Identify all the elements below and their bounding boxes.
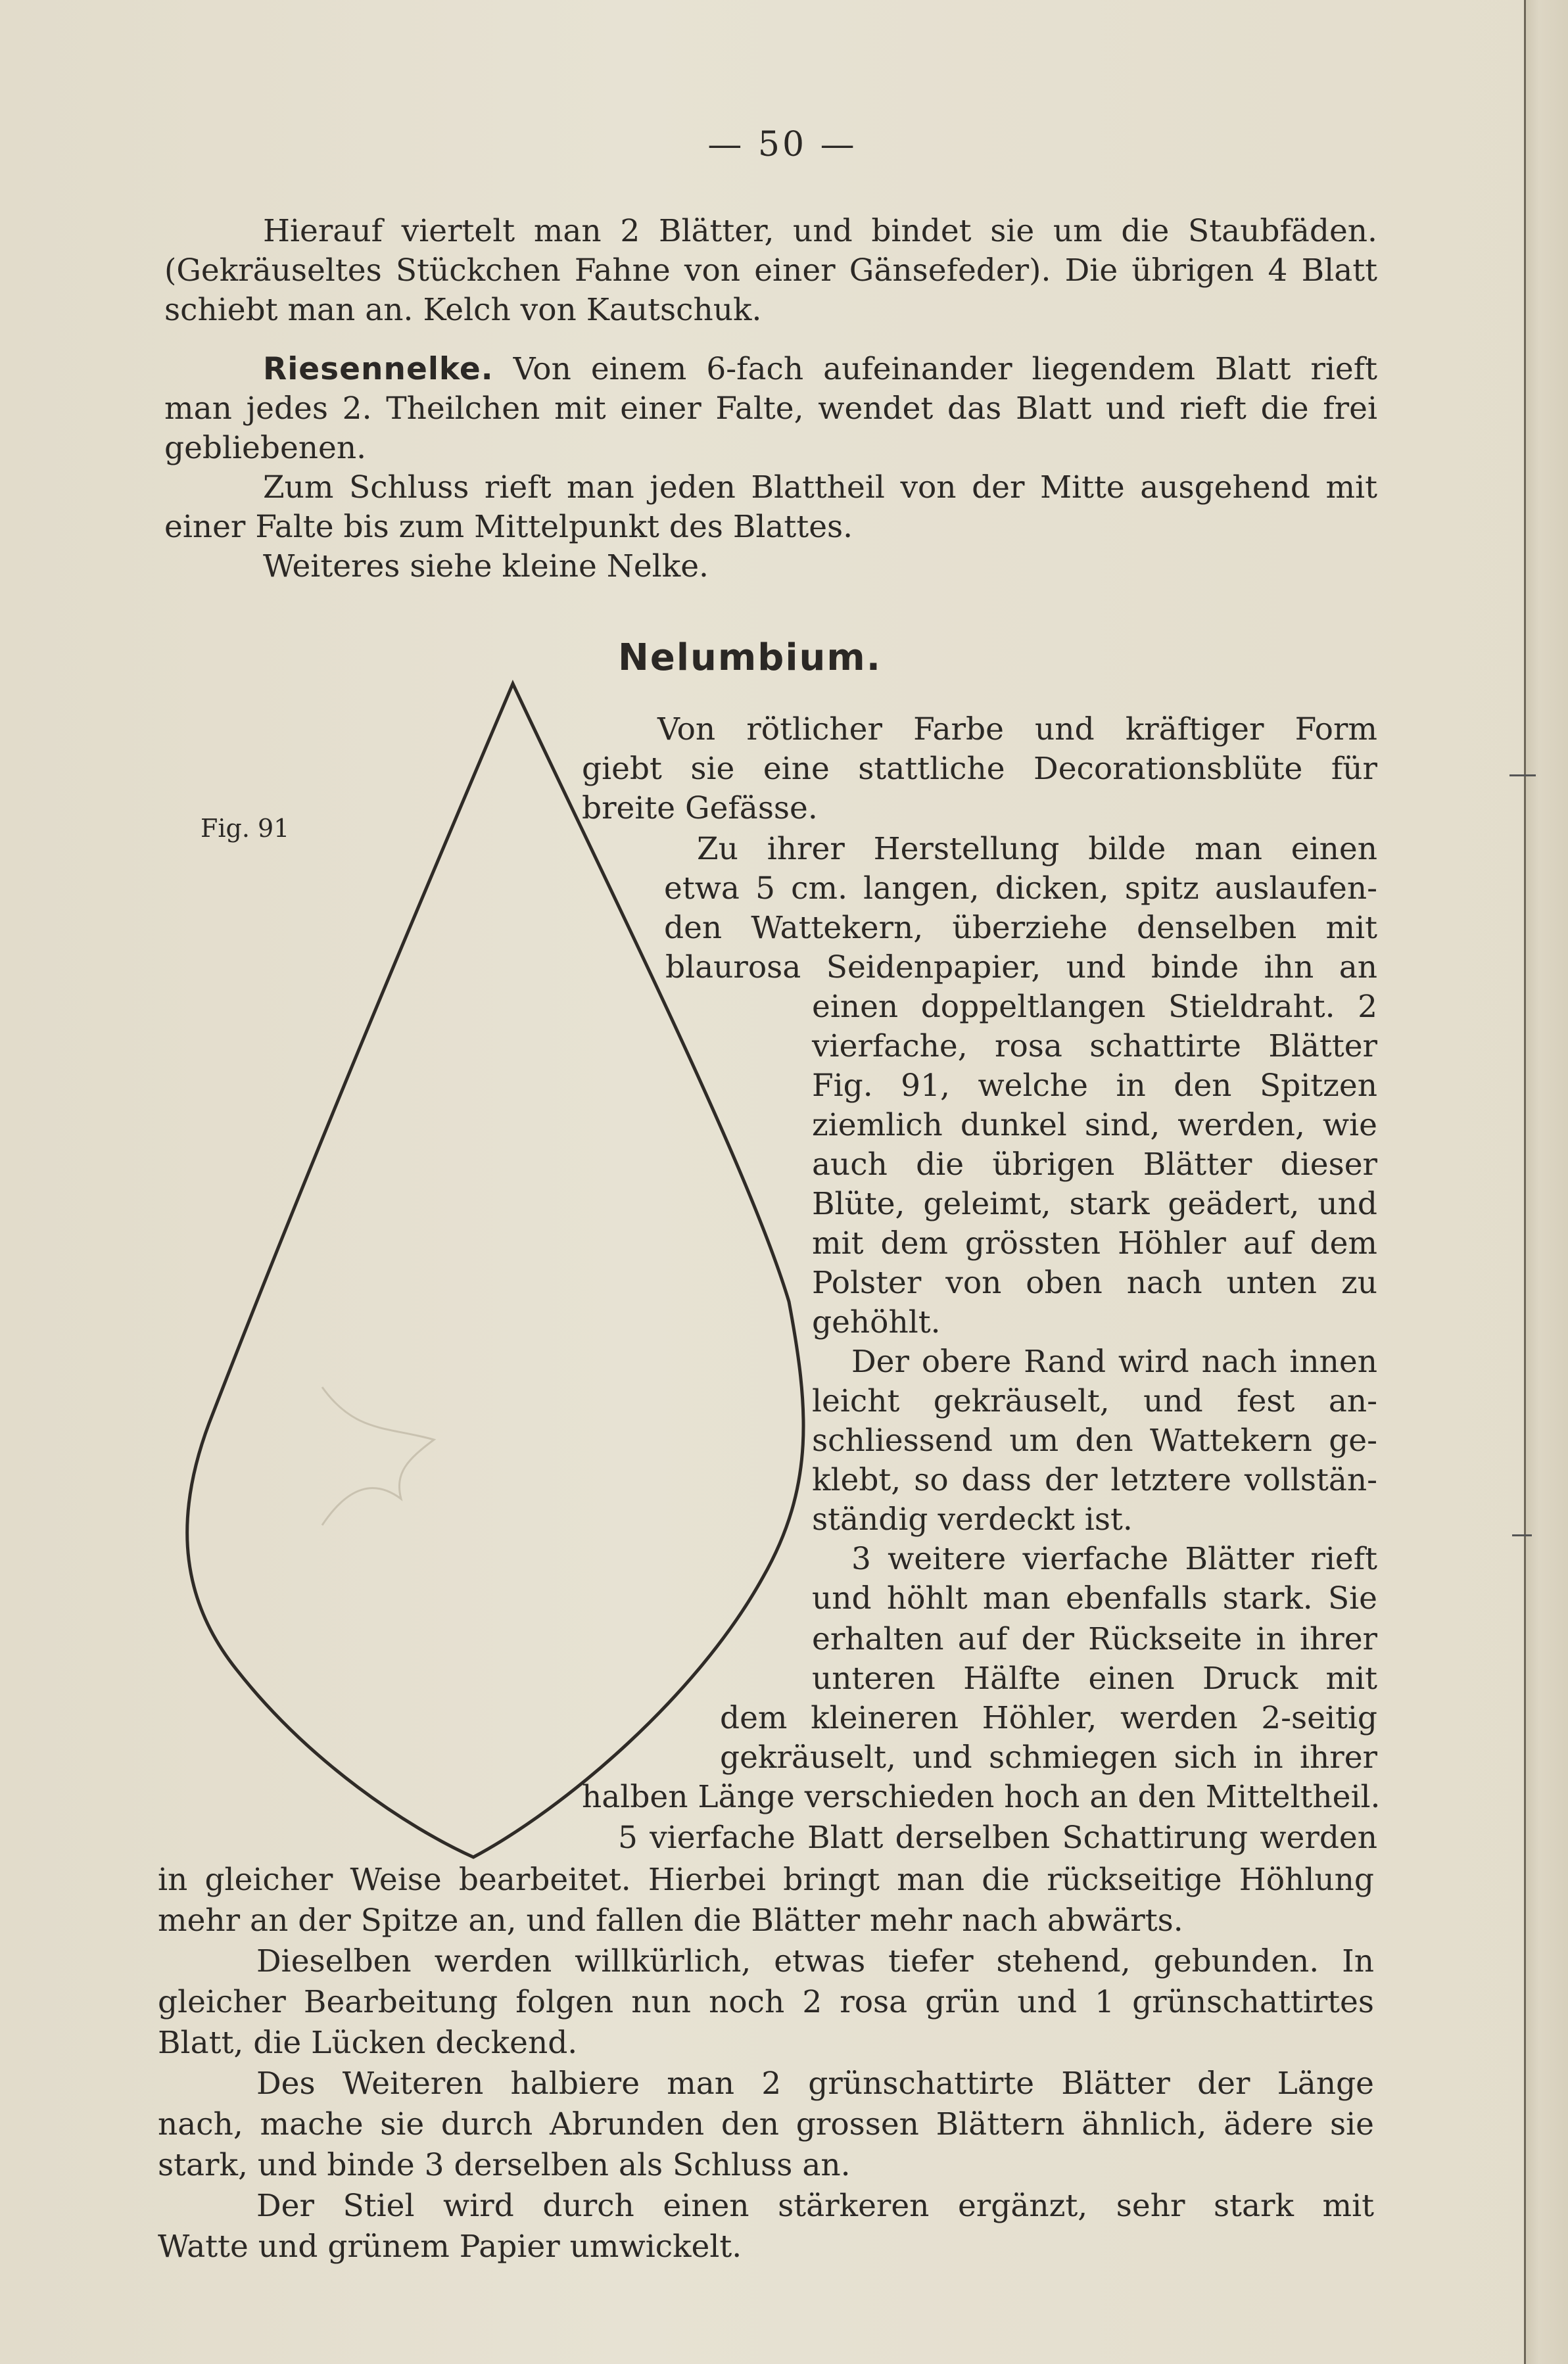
page-number: — 50 — <box>707 125 857 164</box>
text-line: ziemlich dunkel sind, werden, wie <box>812 1107 1377 1143</box>
text-line: Der Stiel wird durch einen stärkeren ergänzt, sehr stark mit <box>256 2188 1374 2224</box>
text-line: erhalten auf der Rückseite in ihrer <box>812 1621 1377 1657</box>
leaf-faint-detail <box>322 1387 434 1525</box>
text-line: mehr an der Spitze an, und fallen die Blätter mehr nach abwärts. <box>158 1903 1183 1939</box>
riesennelke-paragraph-3: Weiteres siehe kleine Nelke. <box>263 548 709 584</box>
text-line: und höhlt man ebenfalls stark. Sie <box>812 1580 1377 1617</box>
text-line: stark, und binde 3 derselben als Schluss an. <box>158 2147 851 2183</box>
text-line: gehöhlt. <box>812 1304 941 1340</box>
text-line: vierfache, rosa schattirte Blätter <box>812 1028 1377 1064</box>
text-line: klebt, so dass der letztere vollstän- <box>812 1462 1377 1498</box>
intro-text: Hierauf viertelt man 2 Blätter, und bindet sie um die Staubfäden. (Gekräuseltes Stückchen Fahne von einer Gänsefeder). Die übrigen 4 Blatt schiebt man an. Kelch von Kautschuk. <box>164 213 1377 328</box>
text-line: Der obere Rand wird nach innen <box>851 1344 1377 1380</box>
text-line: 5 vierfache Blatt derselben Schattirung werden <box>618 1820 1377 1856</box>
figure-label: Fig. 91 <box>201 814 290 843</box>
text-line: Blüte, geleimt, stark geädert, und <box>812 1186 1377 1222</box>
text-line: leicht gekräuselt, und fest an- <box>812 1383 1377 1419</box>
margin-mark <box>1512 1534 1532 1536</box>
text-line: einen doppeltlangen Stieldraht. 2 <box>812 989 1377 1025</box>
text-line: Fig. 91, welche in den Spitzen <box>812 1068 1377 1104</box>
text-line: unteren Hälfte einen Druck mit <box>812 1661 1377 1697</box>
margin-mark <box>1509 774 1536 776</box>
text-line: dem kleineren Höhler, werden 2-seitig <box>720 1700 1377 1736</box>
intro-paragraph <box>164 212 1377 330</box>
text-line: in gleicher Weise bearbeitet. Hierbei bringt man die rückseitige Höhlung <box>158 1862 1374 1898</box>
text-line: gekräuselt, und schmiegen sich in ihrer <box>720 1739 1377 1776</box>
text-line: Blatt, die Lücken deckend. <box>158 2025 578 2061</box>
text-line: Von rötlicher Farbe und kräftiger Form <box>657 711 1377 747</box>
text-line: Des Weiteren halbiere man 2 grünschattirte Blätter der Länge <box>256 2066 1374 2102</box>
text-line: Watte und grünem Papier umwickelt. <box>158 2229 742 2265</box>
text-line: mit dem grössten Höhler auf dem <box>812 1225 1377 1262</box>
text-line: Dieselben werden willkürlich, etwas tiefer stehend, gebunden. In <box>256 1943 1374 1979</box>
text-line: Zu ihrer Herstellung bilde man einen <box>697 831 1377 867</box>
riesennelke-title: Riesennelke. <box>263 351 494 387</box>
riesennelke-paragraph <box>164 350 1377 468</box>
next-page-edge <box>1524 0 1568 2364</box>
text-line: giebt sie eine stattliche Decorationsblüte für <box>582 751 1377 787</box>
text-line: schliessend um den Wattekern ge- <box>812 1423 1377 1459</box>
text-line: gleicher Bearbeitung folgen nun noch 2 rosa grün und 1 grünschattirtes <box>158 1984 1374 2020</box>
riesennelke-paragraph-2: Zum Schluss rieft man jeden Blattheil von der Mitte ausgehend mit einer Falte bis zum Mittelpunkt des Blattes. <box>164 469 1377 545</box>
text-line: blaurosa Seidenpapier, und binde ihn an <box>665 949 1377 985</box>
text-line: breite Gefässe. <box>582 790 818 826</box>
riesennelke-section <box>164 350 1377 586</box>
text-line: auch die übrigen Blätter dieser <box>812 1147 1377 1183</box>
text-line: nach, mache sie durch Abrunden den grossen Blättern ähnlich, ädere sie <box>158 2106 1374 2142</box>
section-heading-nelumbium: Nelumbium. <box>618 636 882 679</box>
text-line: ständig verdeckt ist. <box>812 1501 1133 1538</box>
text-line: halben Länge verschieden hoch an den Mitteltheil. <box>582 1779 1381 1815</box>
text-line: etwa 5 cm. langen, dicken, spitz auslaufen- <box>664 870 1377 907</box>
riesennelke-text: Von einem 6-fach aufeinander liegendem Blatt rieft man jedes 2. Theilchen mit einer Falte, wendet das Blatt und rieft die frei gebliebenen. <box>164 351 1377 466</box>
text-line: 3 weitere vierfache Blätter rieft <box>851 1541 1377 1577</box>
text-line: Polster von oben nach unten zu <box>812 1265 1377 1301</box>
text-line: den Wattekern, überziehe denselben mit <box>664 910 1377 946</box>
